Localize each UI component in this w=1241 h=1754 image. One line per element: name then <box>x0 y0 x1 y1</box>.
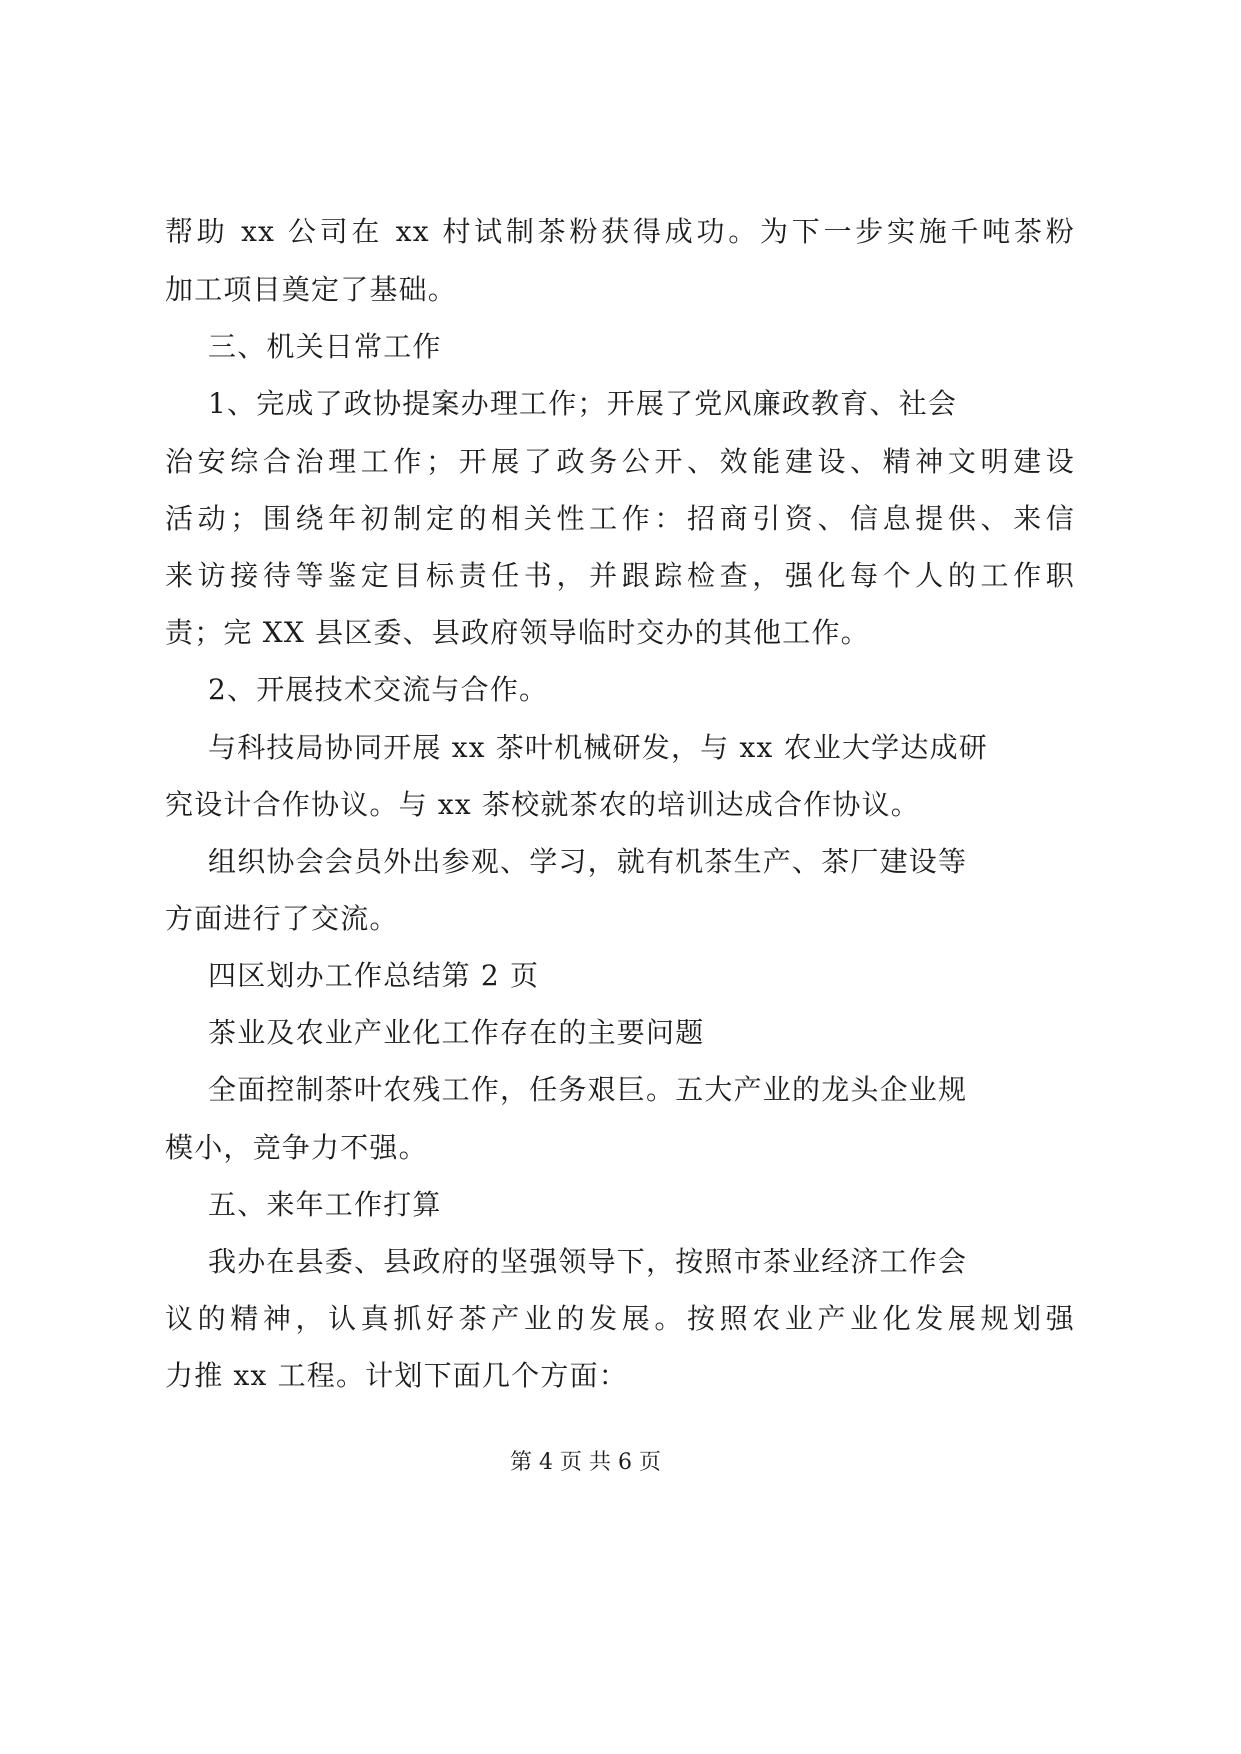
text-line: 我办在县委、县政府的坚强领导下，按照市茶业经济工作会 <box>208 1245 968 1278</box>
text-line: 帮助 xx 公司在 xx 村试制茶粉获得成功。为下一步实施千吨茶粉 <box>165 215 1075 248</box>
text-line: 1、完成了政协提案办理工作；开展了党风廉政教育、社会 <box>208 387 958 420</box>
text-line: 五、来年工作打算 <box>208 1188 442 1221</box>
text-line: 加工项目奠定了基础。 <box>165 273 458 306</box>
text-line: 茶业及农业产业化工作存在的主要问题 <box>208 1016 705 1049</box>
text-line: 模小，竞争力不强。 <box>165 1131 428 1164</box>
text-line: 四区划办工作总结第 2 页 <box>208 959 540 992</box>
text-line: 2、开展技术交流与合作。 <box>208 673 549 706</box>
text-line: 与科技局协同开展 xx 茶叶机械研发，与 xx 农业大学达成研 <box>208 731 988 764</box>
text-line: 三、机关日常工作 <box>208 330 442 363</box>
text-line: 活动；围绕年初制定的相关性工作：招商引资、信息提供、来信 <box>165 502 1075 535</box>
page-footer: 第 4 页 共 6 页 <box>510 1450 661 1475</box>
text-line: 全面控制茶叶农残工作，任务艰巨。五大产业的龙头企业规 <box>208 1073 968 1106</box>
text-line: 治安综合治理工作；开展了政务公开、效能建设、精神文明建设 <box>165 445 1075 478</box>
text-line: 组织协会会员外出参观、学习，就有机茶生产、茶厂建设等 <box>208 845 968 878</box>
text-line: 责；完 XX 县区委、县政府领导临时交办的其他工作。 <box>165 616 870 649</box>
text-line: 力推 xx 工程。计划下面几个方面： <box>165 1359 628 1392</box>
text-line: 议的精神，认真抓好茶产业的发展。按照农业产业化发展规划强 <box>165 1302 1075 1335</box>
text-line: 方面进行了交流。 <box>165 902 399 935</box>
text-line: 究设计合作协议。与 xx 茶校就茶农的培训达成合作协议。 <box>165 788 920 821</box>
text-line: 来访接待等鉴定目标责任书，并跟踪检查，强化每个人的工作职 <box>165 559 1075 592</box>
